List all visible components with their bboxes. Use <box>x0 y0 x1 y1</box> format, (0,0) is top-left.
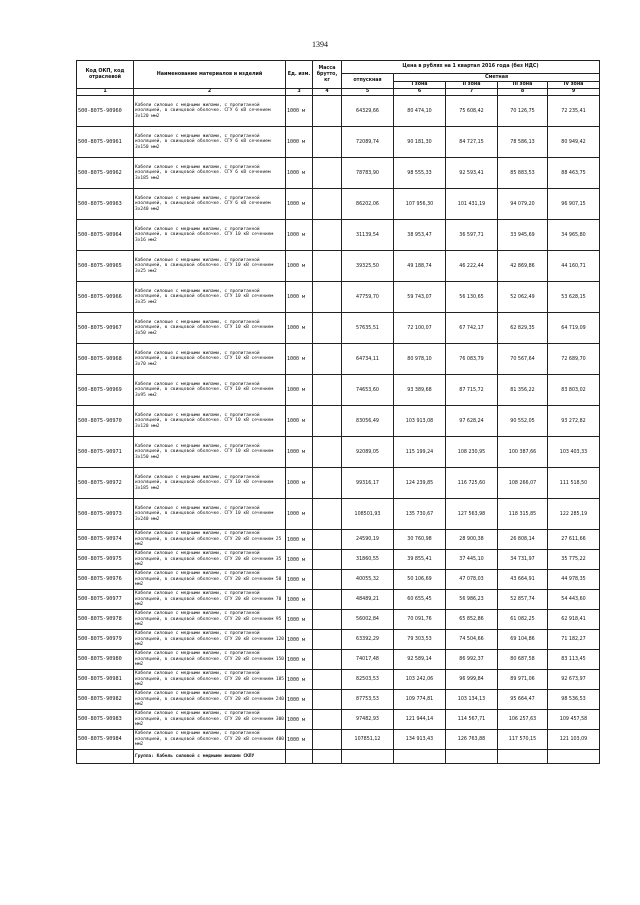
table-body <box>77 96 600 764</box>
release-price: 63392,29 <box>342 630 394 650</box>
release-price: 47759,70 <box>342 282 394 313</box>
empty-cell <box>313 750 342 764</box>
gross-mass <box>313 570 342 590</box>
gross-mass <box>313 530 342 550</box>
product-code: 500-8075-90974 <box>77 530 134 550</box>
zone-3-price: 52 857,74 <box>498 590 548 610</box>
release-price: 74653,60 <box>342 375 394 406</box>
zone-1-price: 135 730,67 <box>394 499 446 530</box>
zone-2-price: 96 999,84 <box>446 670 498 690</box>
zone-1-price: 103 242,06 <box>394 670 446 690</box>
product-code: 500-8075-90980 <box>77 650 134 670</box>
product-name: Кабели силовые с медными жилами, с пропитанной изоляцией, в свинцовой оболочке. СГУ 20 кВ сечением 400 мм2 <box>134 730 286 750</box>
header-zone-1: I зона <box>394 82 446 89</box>
table-row <box>77 220 600 251</box>
zone-3-price: 117 570,15 <box>498 730 548 750</box>
product-name: Кабели силовые с медными жилами, с пропитанной изоляцией, в свинцовой оболочке. СГУ 6 кВ сечением 3х150 мм2 <box>134 127 286 158</box>
gross-mass <box>313 610 342 630</box>
release-price: 83056,49 <box>342 406 394 437</box>
zone-4-price: 93 272,82 <box>548 406 600 437</box>
unit-of-measure: 1000 м <box>286 96 313 127</box>
page-number: 1394 <box>312 40 328 49</box>
zone-4-price: 80 949,42 <box>548 127 600 158</box>
release-price: 48489,21 <box>342 590 394 610</box>
header-zone-2: II зона <box>446 82 498 89</box>
release-price: 108501,93 <box>342 499 394 530</box>
zone-1-price: 50 106,69 <box>394 570 446 590</box>
gross-mass <box>313 158 342 189</box>
zone-2-price: 127 563,98 <box>446 499 498 530</box>
zone-3-price: 80 687,58 <box>498 650 548 670</box>
zone-2-price: 114 567,71 <box>446 710 498 730</box>
zone-1-price: 90 181,30 <box>394 127 446 158</box>
product-code: 500-8075-90962 <box>77 158 134 189</box>
zone-1-price: 49 188,74 <box>394 251 446 282</box>
table-row <box>77 530 600 550</box>
table-row <box>77 375 600 406</box>
product-code: 500-8075-90978 <box>77 610 134 630</box>
product-code: 500-8075-90972 <box>77 468 134 499</box>
unit-of-measure: 1000 м <box>286 530 313 550</box>
zone-2-price: 74 504,66 <box>446 630 498 650</box>
product-name: Кабели силовые с медными жилами, с пропитанной изоляцией, в свинцовой оболочке. СГУ 10 кВ сечением 3х35 мм2 <box>134 282 286 313</box>
header-mass: Масса брутто, кг <box>313 61 342 89</box>
product-code: 500-8075-90961 <box>77 127 134 158</box>
zone-2-price: 76 083,79 <box>446 344 498 375</box>
zone-3-price: 106 257,63 <box>498 710 548 730</box>
release-price: 74017,48 <box>342 650 394 670</box>
product-code: 500-8075-90971 <box>77 437 134 468</box>
gross-mass <box>313 127 342 158</box>
unit-of-measure: 1000 м <box>286 710 313 730</box>
gross-mass <box>313 690 342 710</box>
gross-mass <box>313 282 342 313</box>
zone-1-price: 134 913,43 <box>394 730 446 750</box>
product-code: 500-8075-90965 <box>77 251 134 282</box>
product-code: 500-8075-90967 <box>77 313 134 344</box>
zone-3-price: 33 945,69 <box>498 220 548 251</box>
gross-mass <box>313 710 342 730</box>
product-name: Кабели силовые с медными жилами, с пропитанной изоляцией, в свинцовой оболочке. СГУ 6 кВ сечением 3х185 мм2 <box>134 158 286 189</box>
product-name: Кабели силовые с медными жилами, с пропитанной изоляцией, в свинцовой оболочке. СГУ 20 кВ сечением 185 мм2 <box>134 670 286 690</box>
zone-2-price: 103 134,13 <box>446 690 498 710</box>
unit-of-measure: 1000 м <box>286 375 313 406</box>
zone-1-price: 39 855,41 <box>394 550 446 570</box>
unit-of-measure: 1000 м <box>286 570 313 590</box>
release-price: 78783,90 <box>342 158 394 189</box>
product-name: Кабели силовые с медными жилами, с пропитанной изоляцией, в свинцовой оболочке. СГУ 20 кВ сечением 50 мм2 <box>134 570 286 590</box>
release-price: 57635,51 <box>342 313 394 344</box>
header-unit: Ед. изм. <box>286 61 313 89</box>
product-code: 500-8075-90966 <box>77 282 134 313</box>
unit-of-measure: 1000 м <box>286 313 313 344</box>
table-row <box>77 251 600 282</box>
gross-mass <box>313 220 342 251</box>
product-name: Кабели силовые с медными жилами, с пропитанной изоляцией, в свинцовой оболочке. СГУ 10 кВ сечением 3х185 мм2 <box>134 468 286 499</box>
header-release-price: отпускная <box>342 74 394 89</box>
table-row <box>77 282 600 313</box>
unit-of-measure: 1000 м <box>286 127 313 158</box>
column-numbers-row <box>77 89 600 96</box>
gross-mass <box>313 650 342 670</box>
gross-mass <box>313 468 342 499</box>
table-row <box>77 158 600 189</box>
zone-4-price: 122 285,19 <box>548 499 600 530</box>
zone-4-price: 54 443,60 <box>548 590 600 610</box>
zone-4-price: 53 628,15 <box>548 282 600 313</box>
product-name: Кабели силовые с медными жилами, с пропитанной изоляцией, в свинцовой оболочке. СГУ 20 кВ сечением 25 мм2 <box>134 530 286 550</box>
zone-4-price: 72 689,70 <box>548 344 600 375</box>
product-name: Кабели силовые с медными жилами, с пропитанной изоляцией, в свинцовой оболочке. СГУ 10 кВ сечением 3х25 мм2 <box>134 251 286 282</box>
zone-4-price: 88 463,75 <box>548 158 600 189</box>
zone-1-price: 121 944,14 <box>394 710 446 730</box>
gross-mass <box>313 590 342 610</box>
product-code: 500-8075-90964 <box>77 220 134 251</box>
unit-of-measure: 1000 м <box>286 730 313 750</box>
table-row <box>77 570 600 590</box>
unit-of-measure: 1000 м <box>286 610 313 630</box>
product-code: 500-8075-90984 <box>77 730 134 750</box>
zone-4-price: 83 113,45 <box>548 650 600 670</box>
zone-2-price: 86 992,37 <box>446 650 498 670</box>
gross-mass <box>313 630 342 650</box>
zone-4-price: 121 103,09 <box>548 730 600 750</box>
product-name: Кабели силовые с медными жилами, с пропитанной изоляцией, в свинцовой оболочке. СГУ 10 кВ сечением 3х120 мм2 <box>134 406 286 437</box>
zone-2-price: 108 230,95 <box>446 437 498 468</box>
product-name: Кабели силовые с медными жилами, с пропитанной изоляцией, в свинцовой оболочке. СГУ 10 кВ сечением 3х150 мм2 <box>134 437 286 468</box>
column-number: 1 <box>77 89 134 96</box>
zone-2-price: 56 986,23 <box>446 590 498 610</box>
unit-of-measure: 1000 м <box>286 630 313 650</box>
zone-3-price: 26 808,14 <box>498 530 548 550</box>
zone-4-price: 44 978,35 <box>548 570 600 590</box>
zone-3-price: 52 062,49 <box>498 282 548 313</box>
zone-4-price: 44 160,71 <box>548 251 600 282</box>
header-name: Наименование материалов и изделий <box>134 61 286 89</box>
unit-of-measure: 1000 м <box>286 344 313 375</box>
product-name: Кабели силовые с медными жилами, с пропитанной изоляцией, в свинцовой оболочке. СГУ 6 кВ сечением 3х240 мм2 <box>134 189 286 220</box>
release-price: 72089,74 <box>342 127 394 158</box>
column-number: 6 <box>394 89 446 96</box>
release-price: 97482,93 <box>342 710 394 730</box>
table-row <box>77 189 600 220</box>
release-price: 64734,11 <box>342 344 394 375</box>
product-name: Кабели силовые с медными жилами, с пропитанной изоляцией, в свинцовой оболочке. СГУ 20 кВ сечением 150 мм2 <box>134 650 286 670</box>
zone-4-price: 96 907,15 <box>548 189 600 220</box>
gross-mass <box>313 251 342 282</box>
zone-1-price: 103 913,08 <box>394 406 446 437</box>
gross-mass <box>313 406 342 437</box>
product-code: 500-8075-90975 <box>77 550 134 570</box>
product-code: 500-8075-90960 <box>77 96 134 127</box>
table-row <box>77 610 600 630</box>
product-code: 500-8075-90973 <box>77 499 134 530</box>
unit-of-measure: 1000 м <box>286 437 313 468</box>
zone-3-price: 34 731,97 <box>498 550 548 570</box>
gross-mass <box>313 189 342 220</box>
zone-2-price: 67 742,17 <box>446 313 498 344</box>
header-zone-3: III зона <box>498 82 548 89</box>
product-name: Кабели силовые с медными жилами, с пропитанной изоляцией, в свинцовой оболочке. СГУ 10 кВ сечением 3х70 мм2 <box>134 344 286 375</box>
zone-2-price: 101 431,19 <box>446 189 498 220</box>
table-row <box>77 650 600 670</box>
zone-2-price: 126 763,88 <box>446 730 498 750</box>
table-row <box>77 437 600 468</box>
zone-4-price: 64 719,09 <box>548 313 600 344</box>
table-row <box>77 499 600 530</box>
product-name: Кабели силовые с медными жилами, с пропитанной изоляцией, в свинцовой оболочке. СГУ 20 кВ сечением 300 мм2 <box>134 710 286 730</box>
table-row <box>77 590 600 610</box>
release-price: 99316,17 <box>342 468 394 499</box>
table-row <box>77 313 600 344</box>
zone-1-price: 80 978,10 <box>394 344 446 375</box>
zone-3-price: 95 664,47 <box>498 690 548 710</box>
zone-1-price: 72 100,07 <box>394 313 446 344</box>
product-code: 500-8075-90981 <box>77 670 134 690</box>
unit-of-measure: 1000 м <box>286 499 313 530</box>
release-price: 64329,66 <box>342 96 394 127</box>
empty-cell <box>342 750 394 764</box>
zone-1-price: 30 760,98 <box>394 530 446 550</box>
zone-1-price: 115 199,24 <box>394 437 446 468</box>
zone-2-price: 56 130,65 <box>446 282 498 313</box>
product-name: Кабели силовые с медными жилами, с пропитанной изоляцией, в свинцовой оболочке. СГУ 10 кВ сечением 3х16 мм2 <box>134 220 286 251</box>
zone-2-price: 87 715,72 <box>446 375 498 406</box>
zone-4-price: 27 611,66 <box>548 530 600 550</box>
zone-3-price: 81 356,22 <box>498 375 548 406</box>
gross-mass <box>313 375 342 406</box>
header-price-group: Цена в рублях на 1 квартал 2016 года (без НДС) <box>342 61 600 74</box>
unit-of-measure: 1000 м <box>286 550 313 570</box>
release-price: 107851,12 <box>342 730 394 750</box>
unit-of-measure: 1000 м <box>286 406 313 437</box>
release-price: 82503,53 <box>342 670 394 690</box>
zone-1-price: 80 474,10 <box>394 96 446 127</box>
unit-of-measure: 1000 м <box>286 189 313 220</box>
product-name: Кабели силовые с медными жилами, с пропитанной изоляцией, в свинцовой оболочке. СГУ 20 кВ сечением 95 мм2 <box>134 610 286 630</box>
zone-2-price: 84 727,15 <box>446 127 498 158</box>
release-price: 31139,54 <box>342 220 394 251</box>
product-name: Кабели силовые с медными жилами, с пропитанной изоляцией, в свинцовой оболочке. СГУ 10 кВ сечением 3х240 мм2 <box>134 499 286 530</box>
empty-cell <box>548 750 600 764</box>
product-code: 500-8075-90970 <box>77 406 134 437</box>
group-name: Группа: Кабель силовой с медными жилами СКЛУ <box>134 750 286 764</box>
product-name: Кабели силовые с медными жилами, с пропитанной изоляцией, в свинцовой оболочке. СГУ 10 кВ сечением 3х50 мм2 <box>134 313 286 344</box>
zone-4-price: 111 518,50 <box>548 468 600 499</box>
product-code: 500-8075-90969 <box>77 375 134 406</box>
gross-mass <box>313 499 342 530</box>
release-price: 39325,50 <box>342 251 394 282</box>
column-number: 5 <box>342 89 394 96</box>
table-row <box>77 468 600 499</box>
zone-4-price: 62 918,41 <box>548 610 600 630</box>
column-number: 4 <box>313 89 342 96</box>
zone-4-price: 109 457,58 <box>548 710 600 730</box>
zone-2-price: 28 900,38 <box>446 530 498 550</box>
empty-cell <box>286 750 313 764</box>
zone-3-price: 70 126,75 <box>498 96 548 127</box>
zone-2-price: 46 222,44 <box>446 251 498 282</box>
table-row <box>77 710 600 730</box>
header-zone-4: IV зона <box>548 82 600 89</box>
zone-4-price: 71 182,27 <box>548 630 600 650</box>
column-number: 2 <box>134 89 286 96</box>
product-name: Кабели силовые с медными жилами, с пропитанной изоляцией, в свинцовой оболочке. СГУ 20 кВ сечением 240 мм2 <box>134 690 286 710</box>
zone-3-price: 94 079,20 <box>498 189 548 220</box>
zone-3-price: 100 387,66 <box>498 437 548 468</box>
header-code: Код ОКП, код отраслевой <box>77 61 134 89</box>
zone-3-price: 42 869,86 <box>498 251 548 282</box>
zone-1-price: 59 743,07 <box>394 282 446 313</box>
gross-mass <box>313 550 342 570</box>
zone-2-price: 65 852,86 <box>446 610 498 630</box>
zone-2-price: 92 593,41 <box>446 158 498 189</box>
empty-cell <box>446 750 498 764</box>
release-price: 31860,55 <box>342 550 394 570</box>
zone-4-price: 34 965,80 <box>548 220 600 251</box>
product-code: 500-8075-90979 <box>77 630 134 650</box>
release-price: 86202,06 <box>342 189 394 220</box>
zone-1-price: 60 655,45 <box>394 590 446 610</box>
zone-3-price: 70 567,64 <box>498 344 548 375</box>
zone-3-price: 61 082,25 <box>498 610 548 630</box>
price-table <box>76 60 600 764</box>
zone-4-price: 35 775,22 <box>548 550 600 570</box>
column-number: 3 <box>286 89 313 96</box>
table-row <box>77 670 600 690</box>
zone-1-price: 38 953,47 <box>394 220 446 251</box>
zone-3-price: 89 971,06 <box>498 670 548 690</box>
table-row <box>77 406 600 437</box>
unit-of-measure: 1000 м <box>286 590 313 610</box>
zone-3-price: 90 552,05 <box>498 406 548 437</box>
empty-cell <box>77 750 134 764</box>
gross-mass <box>313 670 342 690</box>
column-number: 9 <box>548 89 600 96</box>
zone-2-price: 116 725,60 <box>446 468 498 499</box>
zone-1-price: 109 774,81 <box>394 690 446 710</box>
column-number: 8 <box>498 89 548 96</box>
gross-mass <box>313 96 342 127</box>
table-row <box>77 690 600 710</box>
zone-2-price: 36 597,71 <box>446 220 498 251</box>
product-code: 500-8075-90977 <box>77 590 134 610</box>
empty-cell <box>498 750 548 764</box>
release-price: 56002,84 <box>342 610 394 630</box>
release-price: 87753,53 <box>342 690 394 710</box>
gross-mass <box>313 730 342 750</box>
product-code: 500-8075-90963 <box>77 189 134 220</box>
zone-3-price: 62 829,35 <box>498 313 548 344</box>
gross-mass <box>313 344 342 375</box>
zone-1-price: 79 303,53 <box>394 630 446 650</box>
unit-of-measure: 1000 м <box>286 690 313 710</box>
unit-of-measure: 1000 м <box>286 158 313 189</box>
unit-of-measure: 1000 м <box>286 670 313 690</box>
table-row <box>77 630 600 650</box>
table-row <box>77 96 600 127</box>
zone-3-price: 108 266,07 <box>498 468 548 499</box>
unit-of-measure: 1000 м <box>286 220 313 251</box>
release-price: 40055,32 <box>342 570 394 590</box>
zone-2-price: 97 628,24 <box>446 406 498 437</box>
group-row <box>77 750 600 764</box>
table-row <box>77 550 600 570</box>
unit-of-measure: 1000 м <box>286 468 313 499</box>
zone-4-price: 83 803,02 <box>548 375 600 406</box>
header-estimate-price: Сметная <box>394 74 600 82</box>
zone-3-price: 78 586,13 <box>498 127 548 158</box>
product-name: Кабели силовые с медными жилами, с пропитанной изоляцией, в свинцовой оболочке. СГУ 20 кВ сечением 35 мм2 <box>134 550 286 570</box>
zone-2-price: 75 608,42 <box>446 96 498 127</box>
release-price: 92089,05 <box>342 437 394 468</box>
zone-3-price: 85 883,53 <box>498 158 548 189</box>
product-code: 500-8075-90968 <box>77 344 134 375</box>
zone-3-price: 69 104,86 <box>498 630 548 650</box>
table-row <box>77 730 600 750</box>
zone-4-price: 98 536,53 <box>548 690 600 710</box>
product-code: 500-8075-90983 <box>77 710 134 730</box>
unit-of-measure: 1000 м <box>286 282 313 313</box>
zone-3-price: 118 315,85 <box>498 499 548 530</box>
zone-1-price: 107 956,30 <box>394 189 446 220</box>
zone-4-price: 92 673,97 <box>548 670 600 690</box>
table-row <box>77 344 600 375</box>
zone-1-price: 98 555,33 <box>394 158 446 189</box>
empty-cell <box>394 750 446 764</box>
zone-1-price: 70 091,76 <box>394 610 446 630</box>
product-code: 500-8075-90976 <box>77 570 134 590</box>
zone-1-price: 124 239,85 <box>394 468 446 499</box>
zone-4-price: 72 235,41 <box>548 96 600 127</box>
product-name: Кабели силовые с медными жилами, с пропитанной изоляцией, в свинцовой оболочке. СГУ 6 кВ сечением 3х120 мм2 <box>134 96 286 127</box>
zone-1-price: 93 389,68 <box>394 375 446 406</box>
zone-2-price: 47 078,03 <box>446 570 498 590</box>
column-number: 7 <box>446 89 498 96</box>
product-code: 500-8075-90982 <box>77 690 134 710</box>
zone-3-price: 43 664,91 <box>498 570 548 590</box>
product-name: Кабели силовые с медными жилами, с пропитанной изоляцией, в свинцовой оболочке. СГУ 20 кВ сечением 120 мм2 <box>134 630 286 650</box>
table-row <box>77 127 600 158</box>
unit-of-measure: 1000 м <box>286 251 313 282</box>
zone-4-price: 103 403,33 <box>548 437 600 468</box>
product-name: Кабели силовые с медными жилами, с пропитанной изоляцией, в свинцовой оболочке. СГУ 10 кВ сечением 3х95 мм2 <box>134 375 286 406</box>
gross-mass <box>313 437 342 468</box>
zone-1-price: 92 589,14 <box>394 650 446 670</box>
gross-mass <box>313 313 342 344</box>
product-name: Кабели силовые с медными жилами, с пропитанной изоляцией, в свинцовой оболочке. СГУ 20 кВ сечением 70 мм2 <box>134 590 286 610</box>
release-price: 24590,19 <box>342 530 394 550</box>
zone-2-price: 37 445,10 <box>446 550 498 570</box>
unit-of-measure: 1000 м <box>286 650 313 670</box>
